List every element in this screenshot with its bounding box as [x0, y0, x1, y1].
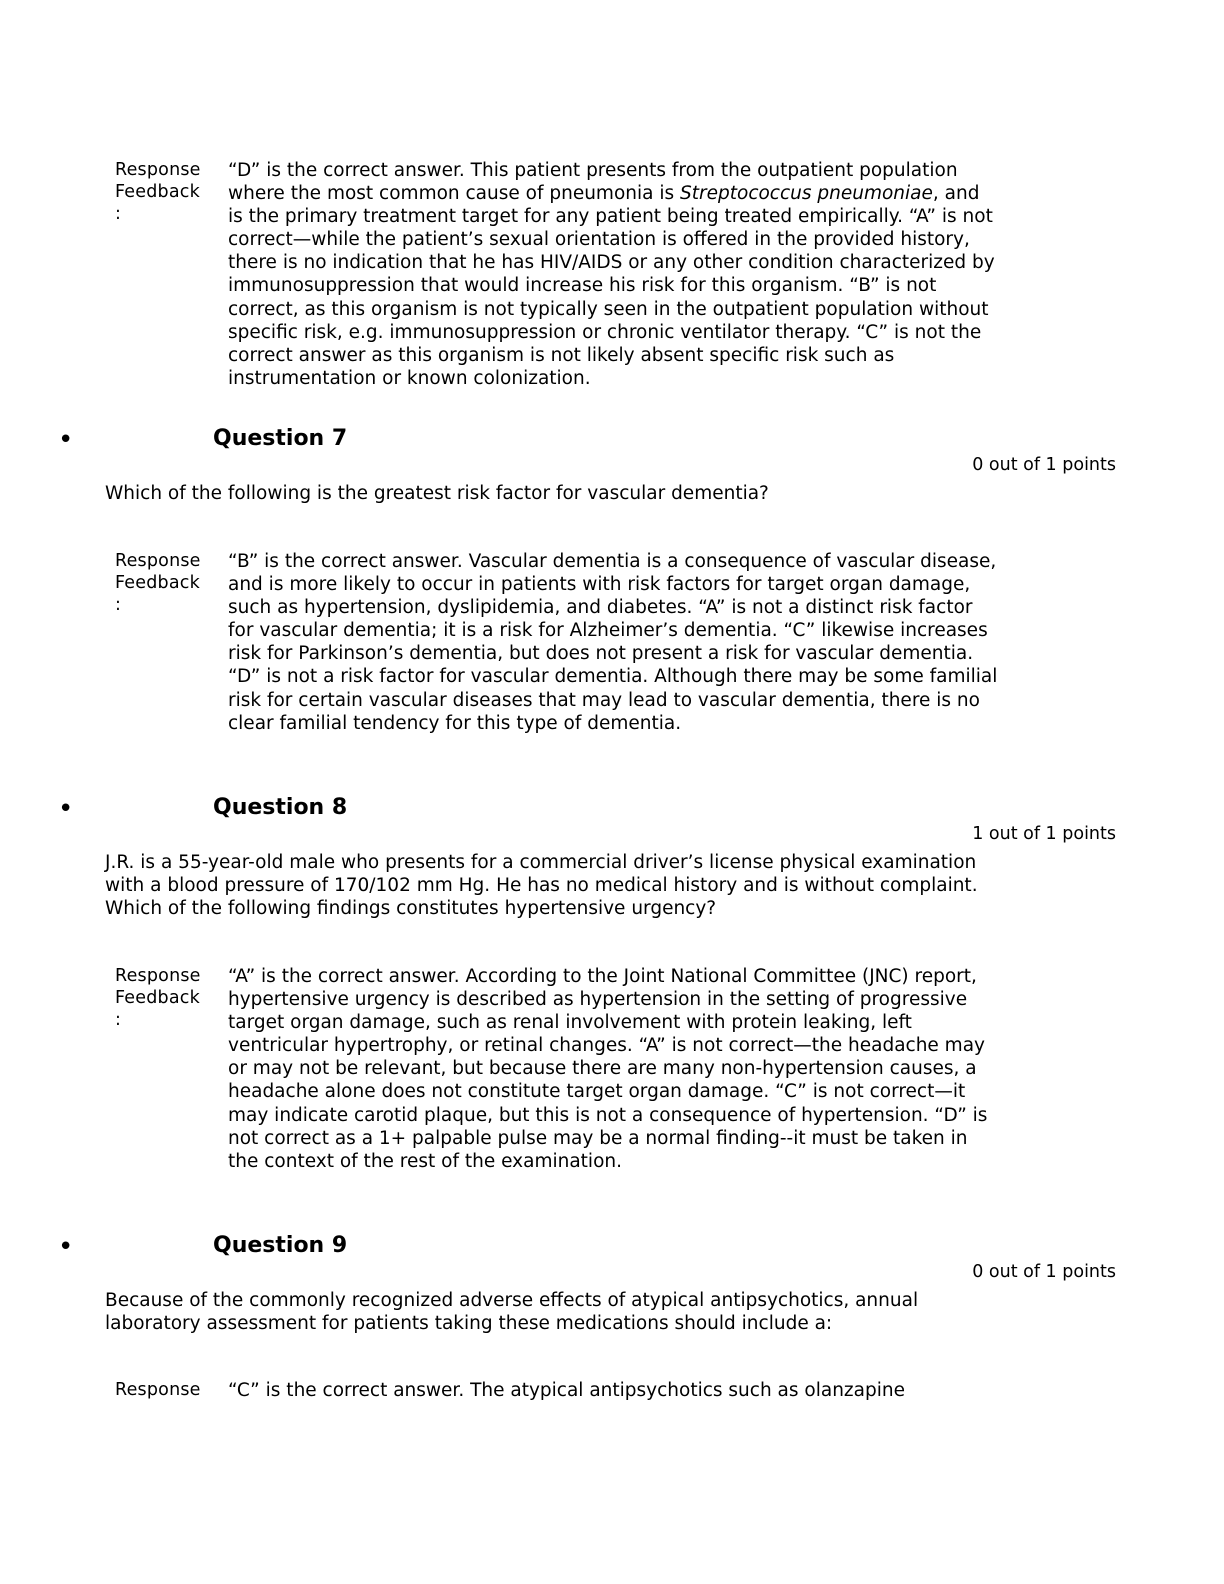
feedback-label — [115, 159, 215, 225]
feedback-text-italic: Streptococcus pneumoniae — [680, 183, 933, 205]
feedback-label-line2: Feedback — [115, 573, 200, 593]
question-heading-8: Question 8 — [213, 795, 348, 820]
question-text-7: Which of the following is the greatest risk factor for vascular dementia? — [105, 483, 769, 504]
feedback-label-line3: : — [115, 1010, 122, 1030]
question-text-8: J.R. is a 55-year-old male who presents for a commercial driver’s license physical examination with a blood pressure of 170/102 mm Hg. He has no medical history and is without complaint. Which of the following findings constitutes hypertensive urgency? — [105, 852, 978, 920]
feedback-text-q6 — [228, 159, 998, 390]
feedback-text-part1: “D” is the correct answer. This patient presents from the outpatient population where the most common cause of pneumonia is — [228, 160, 958, 205]
feedback-label — [115, 550, 215, 616]
question-points-7: 0 out of 1 points — [972, 455, 1116, 475]
bullet-icon: • — [58, 425, 74, 455]
feedback-text-q9: “C” is the correct answer. The atypical antipsychotics such as olanzapine — [228, 1380, 905, 1401]
feedback-label-line2: Feedback — [115, 988, 200, 1008]
feedback-label-line1: Response — [115, 1380, 201, 1400]
feedback-label — [115, 1379, 215, 1401]
feedback-label — [115, 965, 215, 1031]
question-points-9: 0 out of 1 points — [972, 1262, 1116, 1282]
question-points-8: 1 out of 1 points — [972, 824, 1116, 844]
feedback-label-line2: Feedback — [115, 182, 200, 202]
feedback-text-q8: “A” is the correct answer. According to the Joint National Committee (JNC) report, hypertensive urgency is described as hypertension in the setting of progressive target organ damage, such as renal involvement with protein leaking, left ventricular hypertrophy, or retinal changes. “A” is not correct—the headache may or may not be relevant, but because there are many non-hypertension causes, a headache alone does not constitute target organ damage. “C” is not correct—it may indicate carotid plaque, but this is not a consequence of hypertension. “D” is not correct as a 1+ palpable pulse may be a normal finding--it must be taken in the context of the rest of the examination. — [228, 966, 988, 1172]
feedback-text-part2: , and is the primary treatment target for any patient being treated empirically. “A” is not correct—while the patient’s sexual orientation is offered in the provided history, there is no indication that he has HIV/AIDS or any other condition characterized by immunosuppression that would increase his risk for this organism. “B” is not correct, as this organism is not typically seen in the outpatient population without specific risk, e.g. immunosuppression or chronic ventilator therapy. “C” is not the correct answer as this organism is not likely absent specific risk such as instrumentation or known colonization. — [228, 183, 995, 389]
feedback-label-line1: Response — [115, 160, 201, 180]
bullet-icon: • — [58, 1232, 74, 1262]
bullet-icon: • — [58, 794, 74, 824]
question-text-9: Because of the commonly recognized adverse effects of atypical antipsychotics, annual laboratory assessment for patients taking these medications should include a: — [105, 1290, 919, 1335]
feedback-label-line1: Response — [115, 966, 201, 986]
feedback-label-line1: Response — [115, 551, 201, 571]
feedback-label-line3: : — [115, 204, 122, 224]
feedback-text-q7: “B” is the correct answer. Vascular dementia is a consequence of vascular disease, and is more likely to occur in patients with risk factors for target organ damage, such as hypertension, dyslipidemia, and diabetes. “A” is not a distinct risk factor for vascular dementia; it is a risk for Alzheimer’s dementia. “C” likewise increases risk for Parkinson’s dementia, but does not present a risk for vascular dementia. “D” is not a risk factor for vascular dementia. Although there may be some familial risk for certain vascular diseases that may lead to vascular dementia, there is no clear familial tendency for this type of dementia. — [228, 551, 998, 734]
question-heading-7: Question 7 — [213, 426, 348, 451]
feedback-label-line3: : — [115, 595, 122, 615]
question-heading-9: Question 9 — [213, 1233, 348, 1258]
